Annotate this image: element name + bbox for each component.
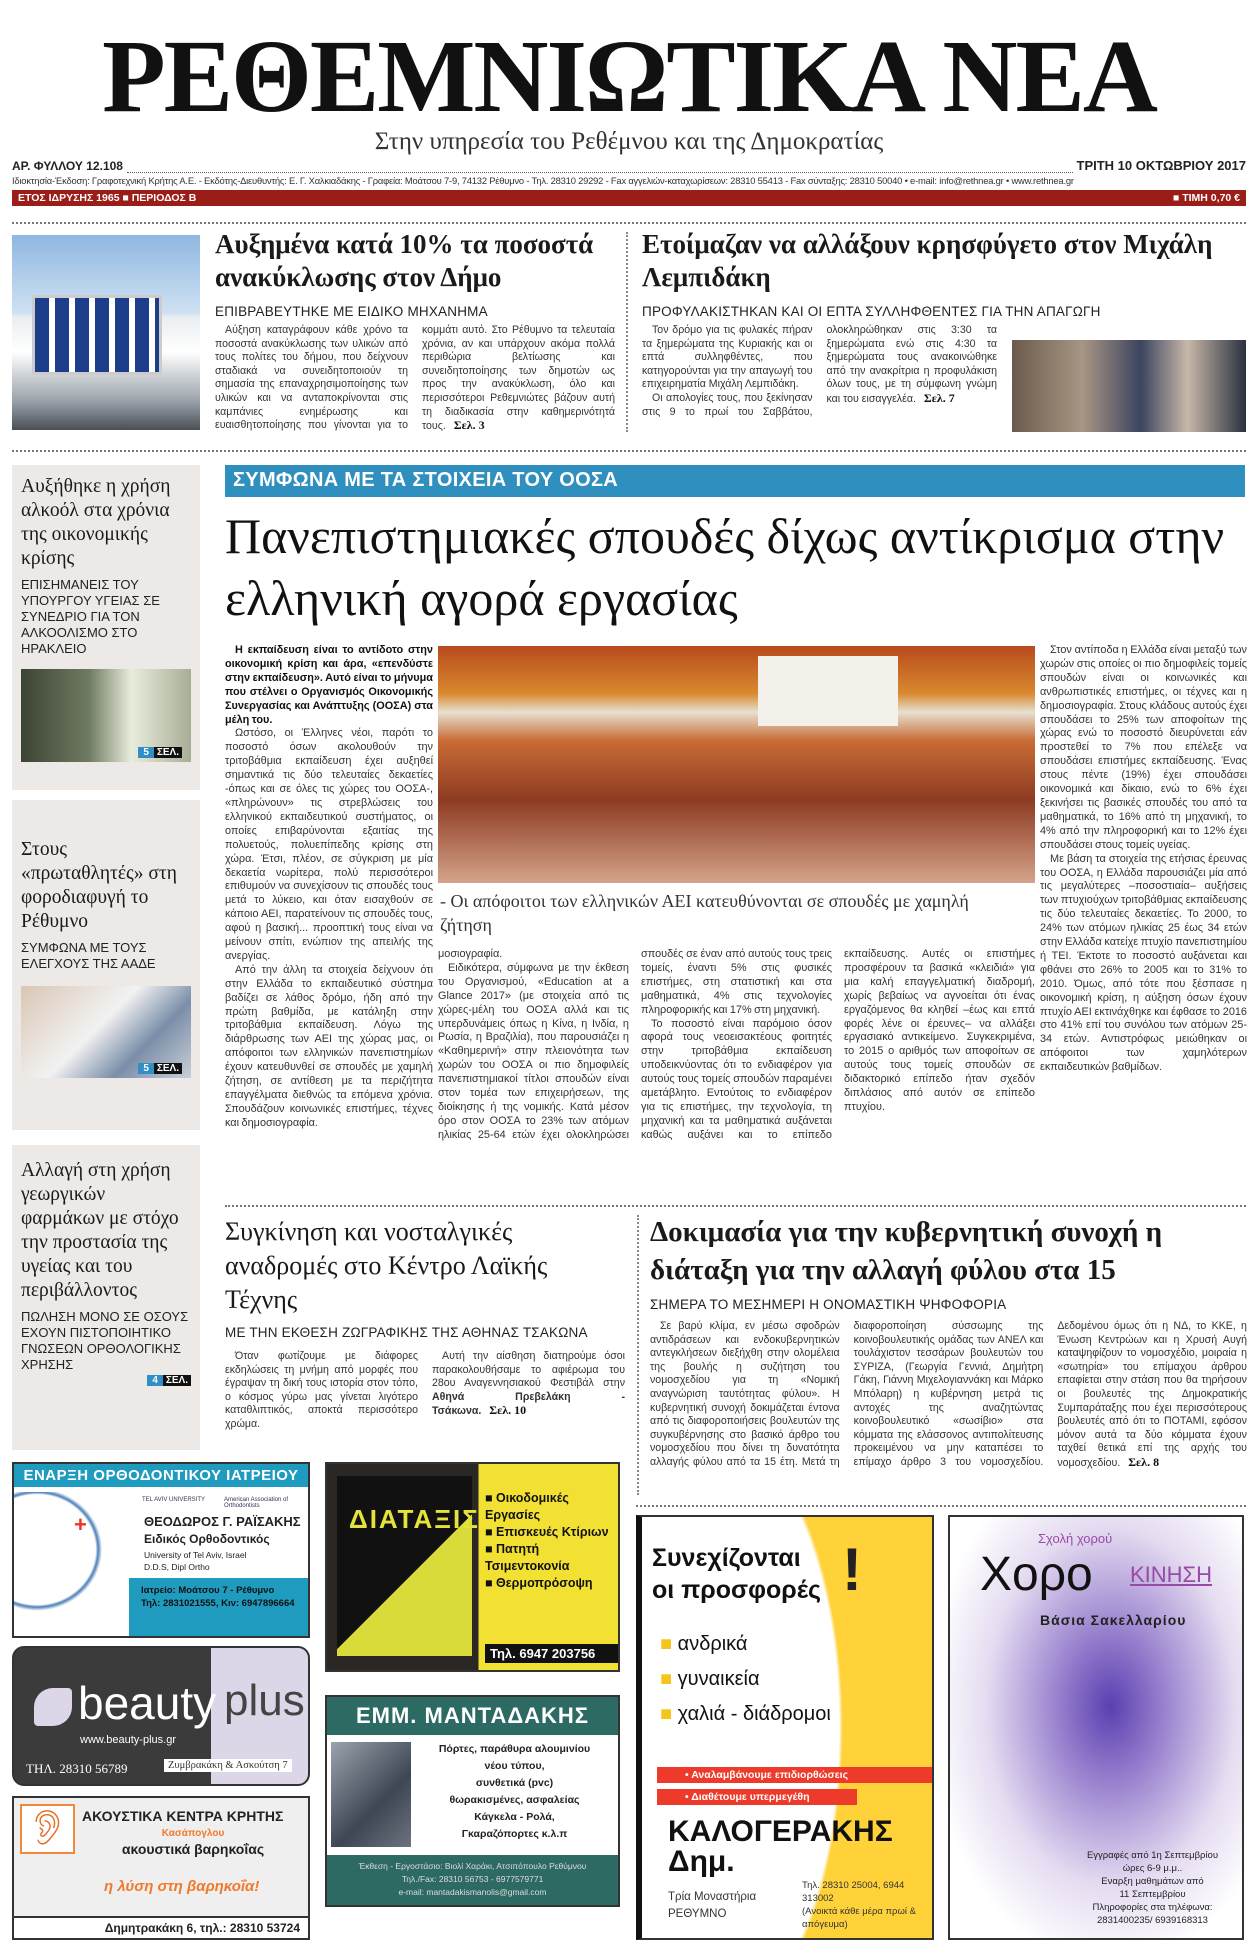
offer-item: ■ ανδρικά bbox=[660, 1633, 748, 1655]
exclamation-icon: ! bbox=[842, 1536, 862, 1603]
sidebar-title[interactable]: Στους «πρωταθλητές» στη φοροδιαφυγή το Ρέθυμνο bbox=[21, 839, 177, 932]
photo-caption: - Οι απόφοιτοι των ελληνικών ΑΕΙ κατευθύνονται σε σπουδές με χαμηλή ζήτηση bbox=[440, 891, 969, 935]
masthead-subtitle: Στην υπηρεσία του Ρεθέμνου και της Δημοκρατίας bbox=[374, 128, 884, 155]
ad-address: Έκθεση - Εργοστάσιο: Βιολί Χαράκι, Ατσιπόπουλο Ρεθύμνου bbox=[358, 1861, 587, 1871]
article-text: μοσιογραφία. bbox=[438, 948, 503, 960]
ad-title: ΑΚΟΥΣΤΙΚΑ ΚΕΝΤΡΑ ΚΡΗΤΗΣ bbox=[82, 1808, 284, 1824]
ad-line: Κάγκελα - Ρολά, bbox=[474, 1811, 555, 1823]
ad-slogan: η λύση στη βαρηκοΐα! bbox=[104, 1878, 260, 1895]
ad-info: ώρες 6-9 μ.μ.. bbox=[1122, 1863, 1183, 1874]
sidebar-title[interactable]: Αλλαγή στη χρήση γεωργικών φαρμάκων με στόχο την προστασία της υγείας και του περιβάλλοντος bbox=[21, 1160, 179, 1301]
ad-orthodontist[interactable] bbox=[12, 1462, 310, 1638]
police-arrest-photo bbox=[1012, 340, 1246, 432]
sidebar-title[interactable]: Αυξήθηκε η χρήση αλκοόλ στα χρόνια της οικονομικής κρίσης bbox=[21, 476, 171, 569]
page-badge: 5 ΣΕΛ. bbox=[138, 747, 182, 758]
article-text: Σε βαρύ κλίμα, εν μέσω σφοδρών αντιδράσεων και ενδοκυβερνητικών αντεγκλήσεων διεξήχθη στην ολομέλεια της βουλής η συζήτηση του νομοσχεδίου για τη «Νομική αναγνώριση ταυτότητας φύλου». Η κυβερνητική συνοχή δοκιμάζεται έντονα από τις διαφοροποιήσεις βουλευτών της συγκυβέρνησης στο βασικό άρθρο του νομοσχεδίου που δίνει τη δυνατότητα αλλαγής φύλου από τα 15 έτη. Μετά τη διαφοροποίηση σύσσωμης της κοινοβουλευτικής ομάδας των ΑΝΕΛ και τουλάχιστον τεσσάρων βουλευτών του ΣΥΡΙΖΑ, (Γεωργία Γεννιά, Δημήτρη Γάκη, Γιάννη Μιχελογιαννάκη και Μάρκο Μπόλαρη) η κυβέρνηση μετρά τις αντοχές της αναζητώντας κοινοβουλευτικό «σωσίβιο» στα κόμματα της ελάσσονος αντιπολίτευσης προκειμένου να μην καταπέσει το επίμαχο άρθρο 3 του νομοσχεδίου. Δεδομένου όμως ότι η ΝΔ, το ΚΚΕ, η Ένωση Κεντρώων και η Χρυσή Αυγή καταψηφίζουν το νομοσχέδιο, μοιραία η «σωτηρία» του επίμαχου άρθρου επαφίεται στην στάση που θα τηρήσουν οι βουλευτές της Δημοκρατικής Συμπαράταξης που έχει περισσότερους βουλευτές από ότι το ΠΟΤΑΜΙ, εφόσον μόνον αυτά τα δύο κόμματα έχουν ταχθεί θετικά επί της αρχής του νομοσχεδίου. bbox=[650, 1320, 1247, 1469]
ad-banner: ΕΝΑΡΞΗ ΟΡΘΟΔΟΝΤΙΚΟΥ ΙΑΤΡΕΙΟΥ bbox=[14, 1464, 308, 1487]
page-badge: 4 ΣΕΛ. bbox=[147, 1375, 191, 1386]
top-story-recycling[interactable] bbox=[215, 228, 615, 434]
ad-phone: Τηλ./Fax: 28310 56753 - 6977579771 bbox=[401, 1874, 544, 1884]
shop-location: ΡΕΘΥΜΝΟ bbox=[668, 1908, 727, 1920]
page-ref: Σελ. 3 bbox=[453, 418, 485, 433]
clinic-address: Ιατρείο: Μοάτσου 7 - Ρέθυμνο bbox=[141, 1585, 275, 1596]
headline[interactable]: Αυξημένα κατά 10% τα ποσοστά ανακύκλωσης στον Δήμο bbox=[215, 229, 594, 292]
masthead-title: ΡΕΘΕΜΝΙΩΤΙΚΑ ΝΕΑ bbox=[102, 19, 1156, 134]
divider bbox=[626, 232, 628, 432]
divider bbox=[637, 1215, 639, 1495]
logo-text: TEL AVIV UNIVERSITY bbox=[142, 1497, 206, 1503]
article-text: Όταν φωτίζουμε με διάφορες εκδηλώσεις τη μνήμη από μορφές που έγραψαν τη δική τους ιστορία στον τόπο, ο κόσμος γύρω μας γίνεται λιγότερο καταθλιπτικός, αποκτά περισσότερο χρώμα. bbox=[225, 1350, 418, 1430]
diataxis-phone: Τηλ. 6947 203756 bbox=[485, 1644, 618, 1663]
ad-email: e-mail: mantadakismanolis@gmail.com bbox=[398, 1887, 547, 1897]
ad-info: Εγγραφές από 1η Σεπτεμβρίου bbox=[1086, 1850, 1219, 1861]
offer-item: ■ γυναικεία bbox=[660, 1668, 760, 1690]
owner-name: Βάσια Σακελλαρίου bbox=[1040, 1612, 1187, 1628]
article-text: Ειδικότερα, σύμφωνα με την έκθεση του Οργανισμού, «Education at a Glance 2017» (με στοιχεία από τις χώρες-μέλη του ΟΟΣΑ αλλά και τις υπερδυνάμεις όπως η Κίνα, η Ινδία, η Ρωσία, η Βραζιλία), που παρουσιάζει η «Καθημερινή» στην πλειονότητα των χωρών του ΟΟΣΑ οι πιο δημοφιλείς πανεπιστημιακοί τίτλοι σπουδών είναι στον τομέα των επιχειρήσεων, της διοίκησης ή της νομικής. Κατά μέσον όρο στον ΟΟΣΑ το 23% των ατόμων ηλικίας 25-64 ετών έχει ολοκληρώσει σπουδές σε έναν από αυτούς τους τρεις τομείς, έναντι 5% στις φυσικές επιστήμες, στη στατιστική και στα μαθηματικά, 4% στις τεχνολογίες πληροφορικής και 17% στη μηχανική. bbox=[438, 948, 832, 1141]
ear-icon: 👂︎ bbox=[20, 1804, 75, 1854]
ad-info: Εναρξη μαθημάτων από bbox=[1101, 1876, 1204, 1887]
service-item: ■ Θερμοπρόσοψη bbox=[485, 1576, 593, 1590]
shop-phone: Τηλ. 28310 25004, 6944 313002 bbox=[802, 1880, 905, 1904]
page-ref: Σελ. 7 bbox=[923, 390, 955, 405]
doctor-uni: University of Tel Aviv, Israel bbox=[144, 1550, 247, 1560]
shop-location: Τρία Μοναστήρια bbox=[668, 1891, 757, 1903]
divider bbox=[225, 1205, 1246, 1207]
founded-text: ΕΤΟΣ ΙΔΡΥΣΗΣ 1965 ■ ΠΕΡΙΟΔΟΣ Β bbox=[18, 192, 197, 204]
ad-xorokinisi[interactable] bbox=[948, 1515, 1244, 1940]
shop-hours: (Ανοικτά κάθε μέρα πρωί & απόγευμα) bbox=[802, 1906, 916, 1930]
ad-mantadakis[interactable] bbox=[325, 1695, 620, 1907]
ad-title: οι προσφορές bbox=[652, 1576, 822, 1604]
service-item: ■ Πατητή Τσιμεντοκονία bbox=[485, 1542, 570, 1573]
divider bbox=[12, 450, 1246, 452]
article-text: Αυτή την αίσθηση διατηρούμε όσοι παρακολουθήσαμε το αφιέρωμα του 28ου Αναγεννησιακού Φεστιβάλ στην bbox=[432, 1350, 625, 1390]
main-col-1 bbox=[225, 644, 433, 1131]
clinic-phone: Τηλ: 2831021555, Κιν: 6947896664 bbox=[141, 1598, 295, 1609]
article-text: Το ποσοστό είναι παρόμοιο όσον αφορά τους νεοεισακτέους φοιτητές στην τριτοβάθμια εκπαίδευση υποδεικνύοντας ότι το ενδιαφέρον για αυτούς τους τομείς σπουδών παραμένει αμετάβλητο. Εντούτοις το ενδιαφέρον για τις επιστήμες, την τεχνολογία, τη μηχανική και τα μαθηματικά αυξάνεται καθώς αυξάνει και το επίπεδο εκπαίδευσης. Αυτές οι επιστήμες προσφέρουν τα βασικά «κλειδιά» για μια καλή επαγγελματική διαδρομή, χωρίς βεβαίως να αγνοείται ότι ένας εργαζόμενος θα κληθεί –έως και επτά φορές λένε οι έρευνες– να αλλάξει εργασιακό αντικείμενο. Συγκεκριμένα, το 2015 ο αριθμός των αποφοίτων σε αυτούς τους τομείς σπουδών σε διδακτορικό επίπεδο ήταν σχεδόν διπλάσιος από αυτόν σε επίπεδο πτυχίου. bbox=[641, 948, 1035, 1141]
sidebar-story-pesticides[interactable] bbox=[12, 1145, 200, 1450]
page-ref: Σελ. 10 bbox=[489, 1403, 527, 1418]
brand-kinisi: ΚΙΝΗΣΗ bbox=[1130, 1562, 1213, 1587]
issue-date: ΤΡΙΤΗ 10 ΟΚΤΩΒΡΙΟΥ 2017 bbox=[1076, 158, 1246, 173]
offer-item: ■ χαλιά - διάδρομοι bbox=[660, 1703, 831, 1725]
lecture-hall-photo bbox=[438, 646, 1035, 883]
ad-sub: ακουστικά βαρηκοΐας bbox=[121, 1841, 265, 1857]
article-text: Αύξηση καταγράφουν κάθε χρόνο τα ποσοστά ανακύκλωσης των υλικών από τους πολίτες του δήμου, που δείχνουν σταδιακά να συνειδητοποιούν τη σημασία της επαναχρησιμοποίησης των υλικών και να ανταποκρίνονται στις καμπάνιες ενημέρωσης και ευαισθητοποίησης που γίνονται για το κομμάτι αυτό. Στο Ρέθυμνο τα τελευταία χρόνια, αν και υπάρχουν ακόμα πολλά περιθώρια βελτίωσης και συνειδητοποίησης των δημοτών ως προς την ανακύκλωση, όλο και περισσότεροι Ρεθεμνιώτες βάζουν αυτή τη διαδικασία στην καθημερινότητά τους. bbox=[215, 324, 615, 433]
price: ■ ΤΙΜΗ 0,70 € bbox=[1172, 192, 1240, 204]
ad-info: 2831400235/ 6939168313 bbox=[1097, 1915, 1208, 1926]
ad-name: Κασάπογλου bbox=[161, 1828, 225, 1839]
founded-bar bbox=[12, 190, 1246, 206]
ad-akoustika[interactable] bbox=[12, 1796, 310, 1940]
ad-info: Πληροφορίες στα τηλέφωνα: bbox=[1092, 1902, 1213, 1913]
kicker: ΠΡΟΦΥΛΑΚΙΣΤΗΚΑΝ ΚΑΙ ΟΙ ΕΠΤΑ ΣΥΛΛΗΦΘΕΝΤΕΣ ΓΙΑ ΤΗΝ ΑΠΑΓΩΓΗ bbox=[642, 304, 1101, 319]
window-frame-photo bbox=[331, 1742, 411, 1847]
kicker: ΣΗΜΕΡΑ ΤΟ ΜΕΣΗΜΕΡΙ Η ΟΝΟΜΑΣΤΙΚΗ ΨΗΦΟΦΟΡΙΑ bbox=[650, 1297, 1007, 1312]
flower-logo-icon bbox=[34, 1688, 72, 1726]
doctor-name: ΘΕΟΔΩΡΟΣ Γ. ΡΑΪΣΑΚΗΣ bbox=[144, 1514, 301, 1529]
ad-info: 11 Σεπτεμβρίου bbox=[1119, 1889, 1186, 1900]
issue-line bbox=[12, 158, 1246, 173]
alcohol-photo bbox=[21, 669, 191, 762]
sidebar-story-alcohol[interactable] bbox=[12, 465, 200, 790]
divider bbox=[127, 163, 1073, 173]
page-ref: Σελ. 8 bbox=[1128, 1454, 1160, 1469]
kicker: ΜΕ ΤΗΝ ΕΚΘΕΣΗ ΖΩΓΡΑΦΙΚΗΣ ΤΗΣ ΑΘΗΝΑΣ ΤΣΑΚΩΝΑ bbox=[225, 1325, 588, 1340]
main-cols-2-4 bbox=[438, 948, 1035, 1143]
logo-text: American Association of Orthodontists bbox=[224, 1497, 289, 1509]
recycling-truck-photo bbox=[12, 235, 200, 430]
brand-xoro: Χορο bbox=[980, 1548, 1093, 1601]
article-text: Με βάση τα στοιχεία της ετήσιας έρευνας του ΟΟΣΑ, η Ελλάδα παρουσιάζει μία από τις μεγαλύτερες –ποσοστιαία– αυξήσεις των πτυχιούχων τριτοβάθμιας εκπαίδευσης τις δύο τελευταίες δεκαετίες. Το 2000, το 24% των ατόμων ηλικίας 25 έως 34 ετών στην Ελλάδα κατείχε πτυχίο πανεπιστημίου ή ΤΕΙ. Έκτοτε το ποσοστό αυξάνεται και φθάνει στο 26% το 2005 και το 31% το 2010. Όμως, από τότε που ξέσπασε η οικονομική κρίση, η αύξηση όσων έχουν πτυχίο ΑΕΙ εκτινάχθηκε και έφθασε το 2016 στο 41% επί του συνόλου των ατόμων 25-34 ετών. Αντιστρόφως μειώθηκαν οι απόφοιτοι των χαμηλότερων εκπαιδευτικών βαθμίδων. bbox=[1040, 852, 1247, 1074]
section-banner: ΣΥΜΦΩΝΑ ΜΕ ΤΑ ΣΤΟΙΧΕΙΑ ΤΟΥ ΟΟΣΑ bbox=[225, 465, 1245, 497]
divider bbox=[636, 1505, 1246, 1507]
article-text: Οι απολογίες τους, που ξεκίνησαν στις 9 το πρωί του Σαββάτου, ολοκληρώθηκαν στις 3:30 τα ξημερώματα ενώ στις 4:30 τα ξημερώματα τους ανακοινώθηκε από την ανακρίτρια η προφυλάκιση όλων τους, με τη σύμφωνη γνώμη και του εισαγγελέα. bbox=[642, 324, 997, 418]
diataxis-logo: ΔΙΑΤΑΞΙΣ bbox=[349, 1504, 480, 1534]
ad-line: νέου τύπου, bbox=[484, 1760, 545, 1772]
artist-name: Αθηνά Πρεβελάκη - Τσάκωνα. bbox=[432, 1390, 625, 1418]
beauty-phone: ΤΗΛ. 28310 56789 bbox=[26, 1761, 128, 1776]
bottom-story-art[interactable] bbox=[225, 1215, 625, 1432]
article-text: Στον αντίποδα η Ελλάδα είναι μεταξύ των χωρών στις οποίες οι πιο δημοφιλείς τομείς σπουδών είναι οι κοινωνικές και ανθρωπιστικές επιστήμες, οι τέχνες και η δημοσιογραφία. Στους κλάδους αυτούς έχει σπουδάσει το 25% των αποφοίτων της χώρας ενώ το ποσοστό διευρύνεται εάν προστεθεί το 7% που επέλεξε να σπουδάσει επιστήμες εκπαίδευσης. Ένας στους πέντε (19%) έχει σπουδάσει οικονομικά και δίκαιο, ενώ το 6% έχει ξεκινήσει τις βασικές σπουδές του από τα μαθηματικά, το 16% από τη μηχανική, το 4% από την πληροφορική και το 12% έχει σπουδάσει στους τομείς υγείας. bbox=[1040, 644, 1247, 851]
headline[interactable]: Συγκίνηση και νοσταλγικές αναδρομές στο Κέντρο Λαϊκής Τέχνης bbox=[225, 1217, 548, 1314]
shop-name: ΚΑΛΟΓΕΡΑΚΗΣ bbox=[668, 1815, 893, 1848]
sidebar-kicker: ΠΩΛΗΣΗ ΜΟΝΟ ΣΕ ΟΣΟΥΣ ΕΧΟΥΝ ΠΙΣΤΟΠΟΙΗΤΙΚΟ ΓΝΩΣΕΩΝ ΟΡΘΟΛΟΓΙΚΗΣ ΧΡΗΣΗΣ bbox=[21, 1309, 189, 1372]
shop-name: Δημ. bbox=[668, 1845, 735, 1878]
headline[interactable]: Ετοίμαζαν να αλλάξουν κρησφύγετο στον Μιχάλη Λεμπιδάκη bbox=[642, 229, 1213, 292]
ad-kalogerakis[interactable] bbox=[636, 1515, 934, 1940]
kicker: ΕΠΙΒΡΑΒΕΥΤΗΚΕ ΜΕ ΕΙΔΙΚΟ ΜΗΧΑΝΗΜΑ bbox=[215, 304, 488, 319]
ad-address: Δημητρακάκη 6, τηλ.: 28310 53724 bbox=[14, 1916, 308, 1938]
page-badge: 5 ΣΕΛ. bbox=[138, 1063, 182, 1074]
beauty-address: Ζυμβρακάκη & Ασκούτση 7 bbox=[164, 1759, 292, 1772]
ad-band: • Διαθέτουμε υπερμεγέθη bbox=[657, 1789, 857, 1805]
ad-title: ΕΜΜ. ΜΑΝΤΑΔΑΚΗΣ bbox=[327, 1697, 618, 1735]
ad-line: Γκαραζόπορτες κ.λ.π bbox=[461, 1828, 568, 1840]
service-item: ■ Επισκευές Κτίριων bbox=[485, 1525, 609, 1539]
ad-line: Πόρτες, παράθυρα αλουμινίου bbox=[438, 1743, 591, 1755]
main-headline[interactable]: Πανεπιστημιακές σπουδές δίχως αντίκρισμα στην ελληνική αγορά εργασίας bbox=[225, 508, 1225, 626]
brand-beauty: beauty bbox=[78, 1677, 217, 1729]
doctor-role: Ειδικός Ορθοδοντικός bbox=[144, 1532, 270, 1546]
issue-number: ΑΡ. ΦΥΛΛΟΥ 12.108 bbox=[12, 159, 123, 173]
sidebar-kicker: ΣΥΜΦΩΝΑ ΜΕ ΤΟΥΣ ΕΛΕΓΧΟΥΣ ΤΗΣ ΑΑΔΕ bbox=[21, 940, 156, 971]
ad-diataxis[interactable] bbox=[325, 1462, 620, 1672]
ad-beauty-plus[interactable] bbox=[12, 1646, 310, 1786]
divider bbox=[12, 222, 1246, 224]
article-text: Τον δρόμο για τις φυλακές πήραν τα ξημερώματα της Κυριακής και οι επτά συλληφθέντες, που κατηγορούνται για την απαγωγή του επιχειρηματία Μιχάλη Λεμπιδάκη. bbox=[642, 324, 813, 391]
sidebar-story-tax[interactable] bbox=[12, 800, 200, 1130]
ad-line: συνθετικά (pvc) bbox=[475, 1777, 554, 1789]
headline[interactable]: Δοκιμασία για την κυβερνητική συνοχή η διάταξη για την αλλαγή φύλου στα 15 bbox=[650, 1216, 1163, 1286]
doctor-degree: D.D.S, Dipl Ortho bbox=[144, 1562, 210, 1572]
brand-plus: plus bbox=[224, 1676, 305, 1725]
service-item: ■ Οικοδομικές Εργασίες bbox=[485, 1491, 569, 1522]
sidebar-kicker: ΕΠΙΣΗΜΑΝΕΙΣ ΤΟΥ ΥΠΟΥΡΓΟΥ ΥΓΕΙΑΣ ΣΕ ΣΥΝΕΔΡΙΟ ΓΙΑ ΤΟΝ ΑΛΚΟΟΛΙΣΜΟ ΣΤΟ ΗΡΑΚΛΕΙΟ bbox=[21, 577, 160, 656]
school-label: Σχολή χορού bbox=[1038, 1531, 1113, 1546]
ad-title: Συνεχίζονται bbox=[652, 1544, 801, 1572]
article-text: Ωστόσο, οι Έλληνες νέοι, παρότι το ποσοστό όσων ακολουθούν την τριτοβάθμια εκπαίδευση έχει αυξηθεί σημαντικά τις δύο τελευταίες δεκαετίες -όπως και σε όλες τις χώρες του ΟΟΣΑ-, «πληρώνουν» τις στρεβλώσεις του ελληνικού εκπαιδευτικού συστήματος, οι οποίες επιβαρύνονται εξαιτίας της πολυετούς, πολυεπίπεδης κρίσης στη χώρα. Έτσι, πλέον, σε σύγκριση με μία δεκαετία νωρίτερα, πολύ περισσότεροι επιθυμούν να συνεχίσουν τις σπουδές τους μετά το λύκειο, και όταν εισαχθούν σε κάποιο ΑΕΙ, παρατείνουν τις σπουδές τους, αφού η βασική... προοπτική τους είναι να μείνουν σπίτι, ενώπιον της απειλής της ανεργίας. bbox=[225, 727, 433, 962]
tooth-icon: + bbox=[14, 1492, 129, 1636]
beauty-url: www.beauty-plus.gr bbox=[80, 1734, 176, 1746]
lead-text: Η εκπαίδευση είναι το αντίδοτο στην οικονομική κρίση και άρα, «επενδύστε στην εκπαίδευση». Αυτό είναι το μήνυμα που στέλνει ο Οργανισμός Οικονομικής Συνεργασίας και Ανάπτυξης (ΟΟΣΑ) στα μέλη του. bbox=[225, 644, 433, 726]
tax-photo bbox=[21, 986, 191, 1078]
publisher-info: Ιδιοκτησία-Έκδοση: Γραφοτεχνική Κρήτης Α.Ε. - Εκδότης-Διευθυντής: Ε. Γ. Χαλκιαδάκης - Γραφεία: Μοάτσου 7-9, 74132 Ρέθυμνο - Τηλ. 28310 29292 - Fax αγγελιών-καταχωρίσεων: 28310 55413 - Fax σύνταξης: 28310 50040 • e-mail: info@rethnea.gr • www.rethnea.gr bbox=[12, 175, 1074, 186]
ad-line: θωρακισμένες, ασφαλείας bbox=[449, 1794, 580, 1806]
ad-band: • Αναλαμβάνουμε επιδιορθώσεις bbox=[657, 1767, 932, 1783]
main-col-5 bbox=[1040, 644, 1247, 1075]
article-text: Από την άλλη τα στοιχεία δείχνουν ότι στην Ελλάδα το εκπαιδευτικό σύστημα βαδίζει σε λάθος δρόμο, ήδη από την πρώτη βαθμίδα, με κατάληξη στην τριτοβάθμια εκπαίδευση. Λόγω της διάρθρωσης των ΑΕΙ της χώρας μας, οι απόφοιτοι των ελληνικών πανεπιστημίων έχουν κατευθυνθεί σε σπουδές με χαμηλή ζήτηση, σε αντίθεση με τα περιζήτητα επαγγέλματα διεθνώς τα επόμενα χρόνια. Σπουδάζουν κοινωνικές επιστήμες, τέχνες και δημοσιογραφία. bbox=[225, 963, 433, 1129]
bottom-story-gender[interactable] bbox=[650, 1213, 1247, 1471]
